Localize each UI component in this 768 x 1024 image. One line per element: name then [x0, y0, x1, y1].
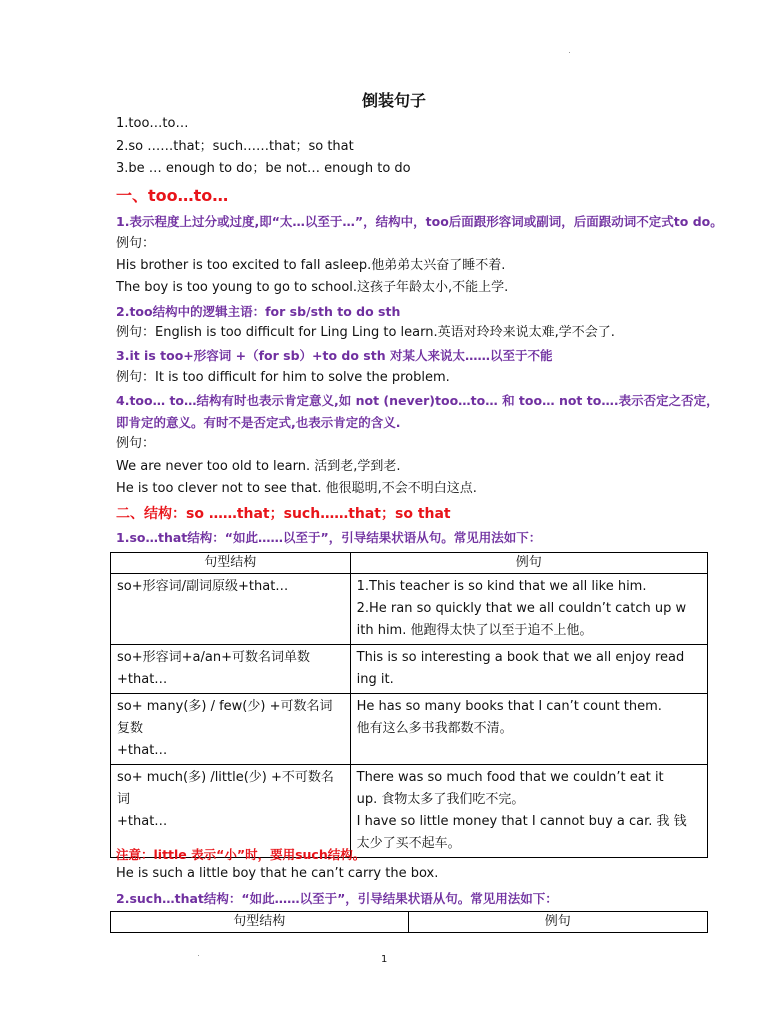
table-header-cell: 句型结构 [111, 553, 351, 574]
example-sentence: He is too clever not to see that. 他很聪明,不会不明白这点. [116, 481, 477, 496]
cell-example-line: There was so much food that we couldn’t eat it [356, 770, 664, 785]
cell-structure-line: so+ much(多) /little(少) +不可数名词 [117, 770, 334, 807]
cell-example-line: 他有这么多书我都数不清。 [356, 721, 513, 736]
toc-item: 2.so ……that；such……that；so that [116, 139, 354, 154]
cell-structure-line: so+ many(多) / few(少) +可数名词复数 [117, 699, 333, 736]
section2-heading: 二、结构：so ……that；such……that；so that [116, 506, 451, 522]
table-row [111, 645, 708, 694]
table-header-row [111, 912, 708, 933]
cell-example-line: 2.He ran so quickly that we all couldn’t catch up w [356, 601, 687, 616]
cell-example-line: up. 食物太多了我们吃不完。 [356, 792, 525, 807]
structure-cell: so+形容词/副词原级+that… [111, 574, 351, 645]
table-header-row [111, 553, 708, 574]
cell-example-line: I have so little money that I cannot buy a car. 我 钱 [356, 814, 687, 829]
cell-example-line: ith him. 他跑得太快了以至于追不上他。 [356, 623, 593, 638]
little-note: 注意：little 表示“小”时，要用such结构。 [116, 847, 366, 862]
example-sentence: 例句：English is too difficult for Ling Ling to learn.英语对玲玲来说太难,学不会了. [116, 325, 615, 340]
structure-cell [111, 765, 351, 858]
structure-cell [111, 694, 351, 765]
section1-heading: 一、too…to… [116, 186, 229, 205]
cell-example-line: 1.This teacher is so kind that we all like him. [356, 579, 647, 594]
so-that-table [110, 552, 708, 858]
cell-example-line: ing it. [356, 672, 394, 687]
example-sentence: His brother is too excited to fall asleep.他弟弟太兴奋了睡不着. [116, 258, 506, 273]
such-that-table [110, 911, 708, 933]
cell-example-line: 太少了买不起车。 [356, 836, 461, 851]
example-cell [350, 765, 707, 858]
table-header-cell: 句型结构 [111, 912, 409, 933]
section1-point4: 4.too… to…结构有时也表示肯定意义,如 not (never)too…to… 和 too… not to….表示否定之否定， [116, 393, 719, 408]
page-title: 倒装句子 [362, 91, 427, 110]
cell-structure-line: +that… [117, 743, 168, 758]
example-sentence: The boy is too young to go to school.这孩子年龄太小,不能上学. [116, 280, 509, 295]
section1-point3: 3.it is too+形容词 +（for sb）+to do sth 对某人来说太……以至于不能 [116, 348, 553, 363]
scan-speck [569, 52, 570, 53]
table-header-cell: 例句 [408, 912, 708, 933]
toc-item: 1.too…to… [116, 116, 189, 131]
cell-structure-line: +that… [117, 814, 168, 829]
example-label: 例句： [116, 236, 156, 251]
table-row [111, 765, 708, 858]
cell-example-line: This is so interesting a book that we all enjoy read [356, 650, 685, 665]
section1-point1: 1.表示程度上过分或过度,即“太…以至于…”，结构中，too后面跟形容词或副词，后面跟动词不定式to do。 [116, 214, 723, 229]
table-row [111, 574, 708, 645]
table-row [111, 694, 708, 765]
section2-point2: 2.such…that结构：“如此……以至于”，引导结果状语从句。常见用法如下： [116, 891, 558, 906]
example-cell [350, 574, 707, 645]
example-cell [350, 694, 707, 765]
section1-point2: 2.too结构中的逻辑主语：for sb/sth to do sth [116, 304, 401, 319]
section1-point4-cont: 即肯定的意义。有时不是否定式,也表示肯定的含义. [116, 415, 401, 430]
structure-cell: so+形容词+a/an+可数名词单数+that… [111, 645, 351, 694]
example-cell [350, 645, 707, 694]
cell-example-line: He has so many books that I can’t count them. [356, 699, 662, 714]
toc-item: 3.be … enough to do；be not… enough to do [116, 161, 411, 176]
example-sentence: 例句：It is too difficult for him to solve the problem. [116, 370, 450, 385]
example-sentence: He is such a little boy that he can’t carry the box. [116, 866, 439, 881]
example-sentence: We are never too old to learn. 活到老,学到老. [116, 459, 401, 474]
page-number: 1 [381, 954, 388, 965]
scan-speck [198, 955, 199, 956]
section2-point1: 1.so…that结构：“如此……以至于”，引导结果状语从句。常见用法如下： [116, 530, 542, 545]
table-header-cell: 例句 [350, 553, 707, 574]
example-label: 例句： [116, 436, 156, 451]
